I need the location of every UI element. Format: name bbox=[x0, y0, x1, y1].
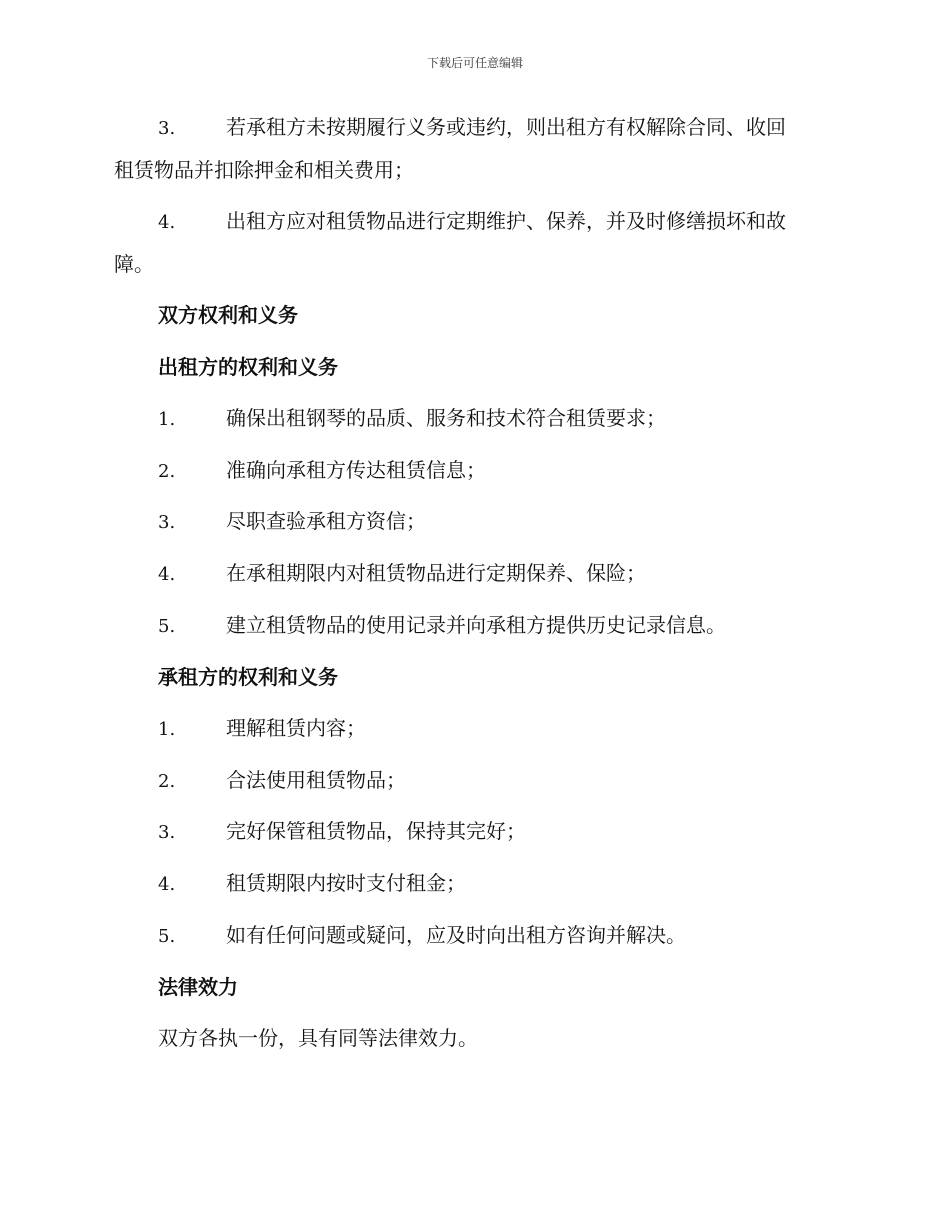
list-item bbox=[158, 403, 666, 435]
list-item bbox=[158, 713, 366, 745]
item-number: 2. bbox=[158, 771, 176, 792]
list-item bbox=[158, 920, 686, 952]
item-text: 出租方应对租赁物品进行定期维护、保养，并及时修缮损坏和故 bbox=[226, 209, 786, 233]
item-text: 若承租方未按期履行义务或违约，则出租方有权解除合同、收回 bbox=[226, 115, 786, 139]
item-text: 尽职查验承租方资信； bbox=[226, 509, 426, 533]
item-text: 准确向承租方传达租赁信息； bbox=[226, 458, 486, 482]
page-header: 下载后可任意编辑 bbox=[426, 56, 523, 70]
item-number: 4. bbox=[158, 564, 176, 585]
item-number: 4. bbox=[158, 212, 176, 233]
list-item bbox=[158, 455, 486, 487]
lessee-heading: 承租方的权利和义务 bbox=[158, 665, 338, 689]
item-text: 在承租期限内对租赁物品进行定期保养、保险； bbox=[226, 561, 646, 585]
lessor-heading: 出租方的权利和义务 bbox=[158, 355, 338, 379]
item-text: 建立租赁物品的使用记录并向承租方提供历史记录信息。 bbox=[226, 613, 726, 637]
item-text: 完好保管租赁物品，保持其完好； bbox=[226, 819, 526, 843]
item-number: 5. bbox=[158, 616, 176, 637]
item-number: 5. bbox=[158, 926, 176, 947]
list-item bbox=[158, 112, 786, 144]
legal-text: 双方各执一份，具有同等法律效力。 bbox=[158, 1026, 478, 1050]
item-text: 合法使用租赁物品； bbox=[226, 768, 406, 792]
item-number: 1. bbox=[158, 409, 176, 430]
list-item bbox=[158, 610, 726, 642]
section-title: 双方权利和义务 bbox=[158, 303, 298, 327]
item-text-continued: 租赁物品并扣除押金和相关费用； bbox=[114, 158, 414, 182]
item-number: 2. bbox=[158, 461, 176, 482]
item-text: 确保出租钢琴的品质、服务和技术符合租赁要求； bbox=[226, 406, 666, 430]
item-text: 如有任何问题或疑问，应及时向出租方咨询并解决。 bbox=[226, 923, 686, 947]
item-number: 3. bbox=[158, 118, 176, 139]
list-item bbox=[158, 765, 406, 797]
item-text: 租赁期限内按时支付租金； bbox=[226, 871, 466, 895]
item-text: 理解租赁内容； bbox=[226, 716, 366, 740]
item-text-continued: 障。 bbox=[114, 252, 154, 276]
item-number: 4. bbox=[158, 874, 176, 895]
list-item bbox=[158, 816, 526, 848]
legal-heading: 法律效力 bbox=[158, 975, 238, 999]
item-number: 3. bbox=[158, 822, 176, 843]
list-item bbox=[158, 506, 426, 538]
list-item bbox=[158, 558, 646, 590]
list-item bbox=[158, 868, 466, 900]
item-number: 3. bbox=[158, 512, 176, 533]
item-number: 1. bbox=[158, 719, 176, 740]
list-item bbox=[158, 206, 786, 238]
